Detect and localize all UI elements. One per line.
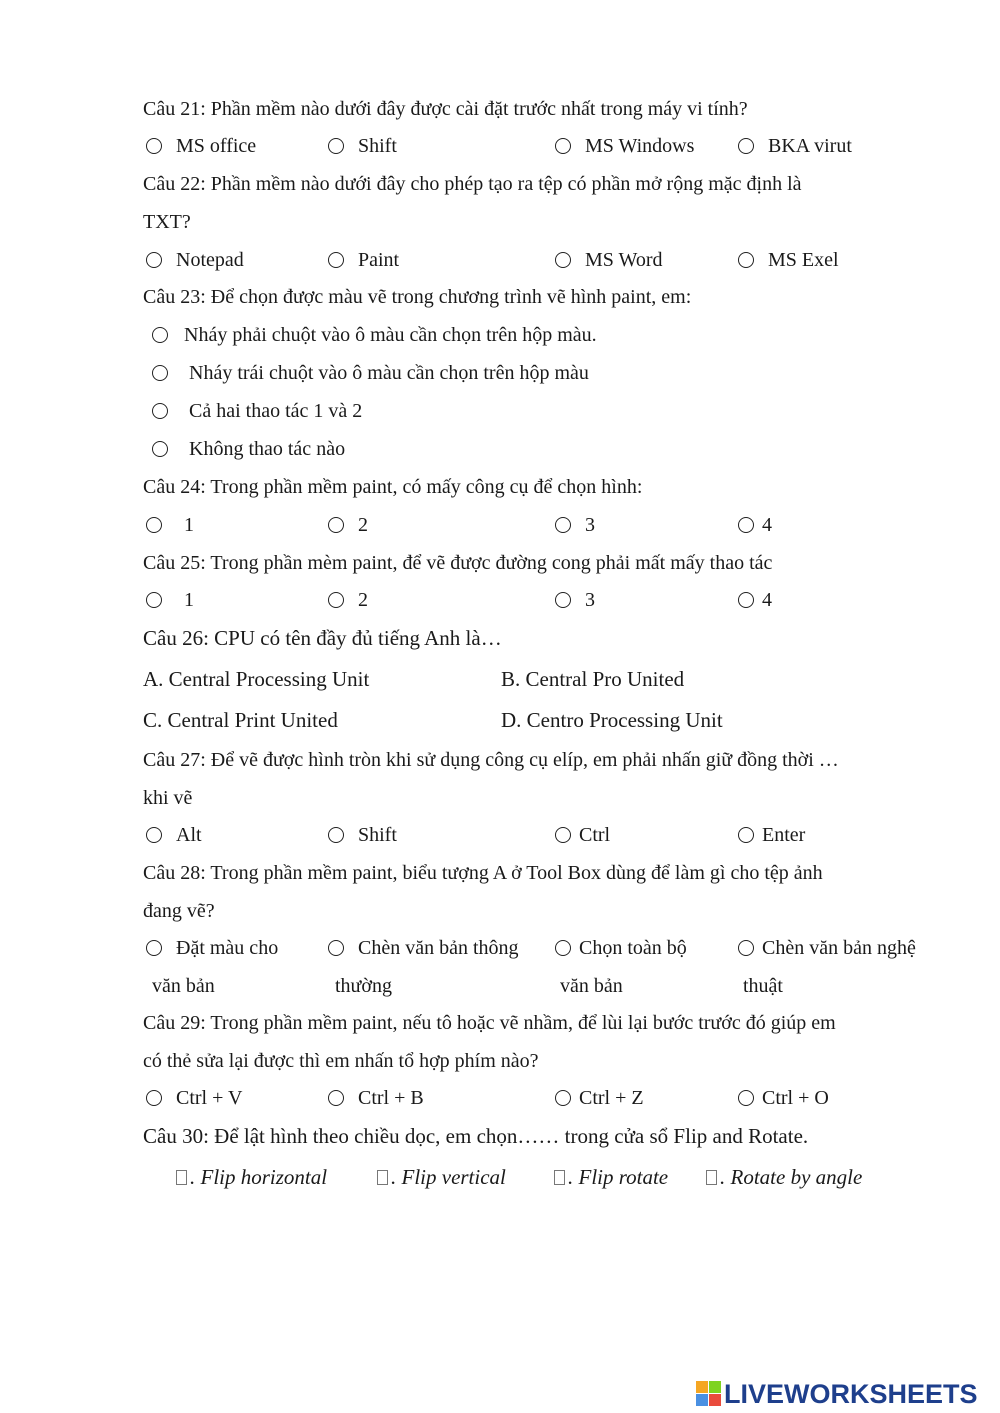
q30-option-d[interactable]: . Rotate by angle: [706, 1165, 862, 1189]
question-23-text: Câu 23: Để chọn được màu vẽ trong chương trình vẽ hình paint, em:: [143, 286, 692, 308]
q23-option-b[interactable]: Nháy trái chuột vào ô màu cần chọn trên hộp màu: [152, 361, 589, 385]
radio-icon[interactable]: [555, 940, 571, 956]
radio-icon[interactable]: [738, 138, 754, 154]
checkbox-icon[interactable]: [554, 1170, 565, 1185]
q24-option-a[interactable]: 1: [146, 513, 194, 537]
checkbox-icon[interactable]: [706, 1170, 717, 1185]
q28-option-d[interactable]: Chèn văn bản nghệ: [738, 936, 916, 960]
radio-icon[interactable]: [146, 252, 162, 268]
q27-option-a[interactable]: Alt: [146, 823, 202, 847]
radio-icon[interactable]: [328, 517, 344, 533]
q30-option-a[interactable]: . Flip horizontal: [176, 1165, 327, 1189]
radio-icon[interactable]: [738, 252, 754, 268]
radio-icon[interactable]: [555, 827, 571, 843]
question-28-text: Câu 28: Trong phần mềm paint, biểu tượng A ở Tool Box dùng để làm gì cho tệp ảnh: [143, 862, 823, 884]
q21-option-c[interactable]: MS Windows: [555, 134, 694, 158]
q21-option-b[interactable]: Shift: [328, 134, 397, 158]
radio-icon[interactable]: [152, 403, 168, 419]
q25-option-c[interactable]: 3: [555, 588, 595, 612]
radio-icon[interactable]: [738, 1090, 754, 1106]
radio-icon[interactable]: [152, 327, 168, 343]
radio-icon[interactable]: [146, 827, 162, 843]
radio-icon[interactable]: [555, 592, 571, 608]
radio-icon[interactable]: [738, 827, 754, 843]
q28-option-b-cont: thường: [335, 975, 392, 997]
q25-option-a[interactable]: 1: [146, 588, 194, 612]
question-22-text: Câu 22: Phần mềm nào dưới đây cho phép tạo ra tệp có phần mở rộng mặc định là: [143, 173, 802, 195]
q27-option-d[interactable]: Enter: [738, 823, 805, 847]
radio-icon[interactable]: [328, 592, 344, 608]
question-25-text: Câu 25: Trong phần mèm paint, để vẽ được đường cong phải mất mấy thao tác: [143, 552, 773, 574]
radio-icon[interactable]: [328, 138, 344, 154]
radio-icon[interactable]: [555, 138, 571, 154]
radio-icon[interactable]: [738, 940, 754, 956]
q26-option-a[interactable]: A. Central Processing Unit: [143, 667, 370, 691]
q23-option-d[interactable]: Không thao tác nào: [152, 437, 345, 461]
radio-icon[interactable]: [146, 517, 162, 533]
q24-option-c[interactable]: 3: [555, 513, 595, 537]
checkbox-icon[interactable]: [377, 1170, 388, 1185]
q26-option-b[interactable]: B. Central Pro United: [501, 667, 685, 691]
question-30-text: Câu 30: Để lật hình theo chiều dọc, em chọn…… trong cửa sổ Flip and Rotate.: [143, 1124, 809, 1148]
radio-icon[interactable]: [738, 592, 754, 608]
q26-option-d[interactable]: D. Centro Processing Unit: [501, 708, 723, 732]
q27-option-c[interactable]: Ctrl: [555, 823, 610, 847]
question-29-text-cont: có thẻ sửa lại được thì em nhấn tổ hợp phím nào?: [143, 1050, 539, 1072]
radio-icon[interactable]: [152, 365, 168, 381]
checkbox-icon[interactable]: [176, 1170, 187, 1185]
q25-option-b[interactable]: 2: [328, 588, 368, 612]
radio-icon[interactable]: [328, 252, 344, 268]
q29-option-b[interactable]: Ctrl + B: [328, 1086, 424, 1110]
q22-option-a[interactable]: Notepad: [146, 248, 244, 272]
q26-option-c[interactable]: C. Central Print United: [143, 708, 338, 732]
question-26-text: Câu 26: CPU có tên đầy đủ tiếng Anh là…: [143, 626, 502, 650]
q28-option-c[interactable]: Chọn toàn bộ: [555, 936, 687, 960]
radio-icon[interactable]: [738, 517, 754, 533]
radio-icon[interactable]: [555, 252, 571, 268]
question-21-text: Câu 21: Phần mềm nào dưới đây được cài đặt trước nhất trong máy vi tính?: [143, 98, 748, 120]
question-24-text: Câu 24: Trong phần mềm paint, có mấy công cụ để chọn hình:: [143, 476, 643, 498]
radio-icon[interactable]: [328, 940, 344, 956]
logo-square-3: [696, 1394, 708, 1406]
radio-icon[interactable]: [146, 940, 162, 956]
radio-icon[interactable]: [328, 1090, 344, 1106]
q28-option-a[interactable]: Đặt màu cho: [146, 936, 278, 960]
logo-square-4: [709, 1394, 721, 1406]
question-22-text-cont: TXT?: [143, 211, 191, 233]
q21-option-a[interactable]: MS office: [146, 134, 256, 158]
q29-option-a[interactable]: Ctrl + V: [146, 1086, 242, 1110]
radio-icon[interactable]: [146, 592, 162, 608]
q28-option-b[interactable]: Chèn văn bản thông: [328, 936, 519, 960]
q29-option-c[interactable]: Ctrl + Z: [555, 1086, 644, 1110]
q21-option-d[interactable]: BKA virut: [738, 134, 852, 158]
q28-option-a-cont: văn bản: [152, 975, 215, 997]
liveworksheets-logo-icon: [696, 1381, 722, 1407]
q29-option-d[interactable]: Ctrl + O: [738, 1086, 829, 1110]
question-27-text-cont: khi vẽ: [143, 787, 193, 809]
q28-option-c-cont: văn bản: [560, 975, 623, 997]
q25-option-d[interactable]: 4: [738, 588, 772, 612]
q24-option-d[interactable]: 4: [738, 513, 772, 537]
q23-option-c[interactable]: Cả hai thao tác 1 và 2: [152, 399, 362, 423]
question-27-text: Câu 27: Để vẽ được hình tròn khi sử dụng công cụ elíp, em phải nhấn giữ đồng thời …: [143, 749, 839, 771]
q22-option-d[interactable]: MS Exel: [738, 248, 839, 272]
q30-option-c[interactable]: . Flip rotate: [554, 1165, 668, 1189]
question-29-text: Câu 29: Trong phần mềm paint, nếu tô hoặc vẽ nhầm, để lùi lại bước trước đó giúp em: [143, 1012, 836, 1034]
q22-option-c[interactable]: MS Word: [555, 248, 662, 272]
q30-option-b[interactable]: . Flip vertical: [377, 1165, 506, 1189]
radio-icon[interactable]: [146, 138, 162, 154]
q28-option-d-cont: thuật: [743, 975, 783, 997]
q22-option-b[interactable]: Paint: [328, 248, 399, 272]
radio-icon[interactable]: [555, 1090, 571, 1106]
question-28-text-cont: đang vẽ?: [143, 900, 215, 922]
q23-option-a[interactable]: Nháy phải chuột vào ô màu cần chọn trên hộp màu.: [152, 323, 597, 347]
logo-square-1: [696, 1381, 708, 1393]
radio-icon[interactable]: [555, 517, 571, 533]
logo-square-2: [709, 1381, 721, 1393]
logo-text: LIVEWORKSHEETS: [724, 1378, 978, 1409]
radio-icon[interactable]: [146, 1090, 162, 1106]
radio-icon[interactable]: [328, 827, 344, 843]
q24-option-b[interactable]: 2: [328, 513, 368, 537]
radio-icon[interactable]: [152, 441, 168, 457]
liveworksheets-logo: [696, 1380, 978, 1408]
q27-option-b[interactable]: Shift: [328, 823, 397, 847]
